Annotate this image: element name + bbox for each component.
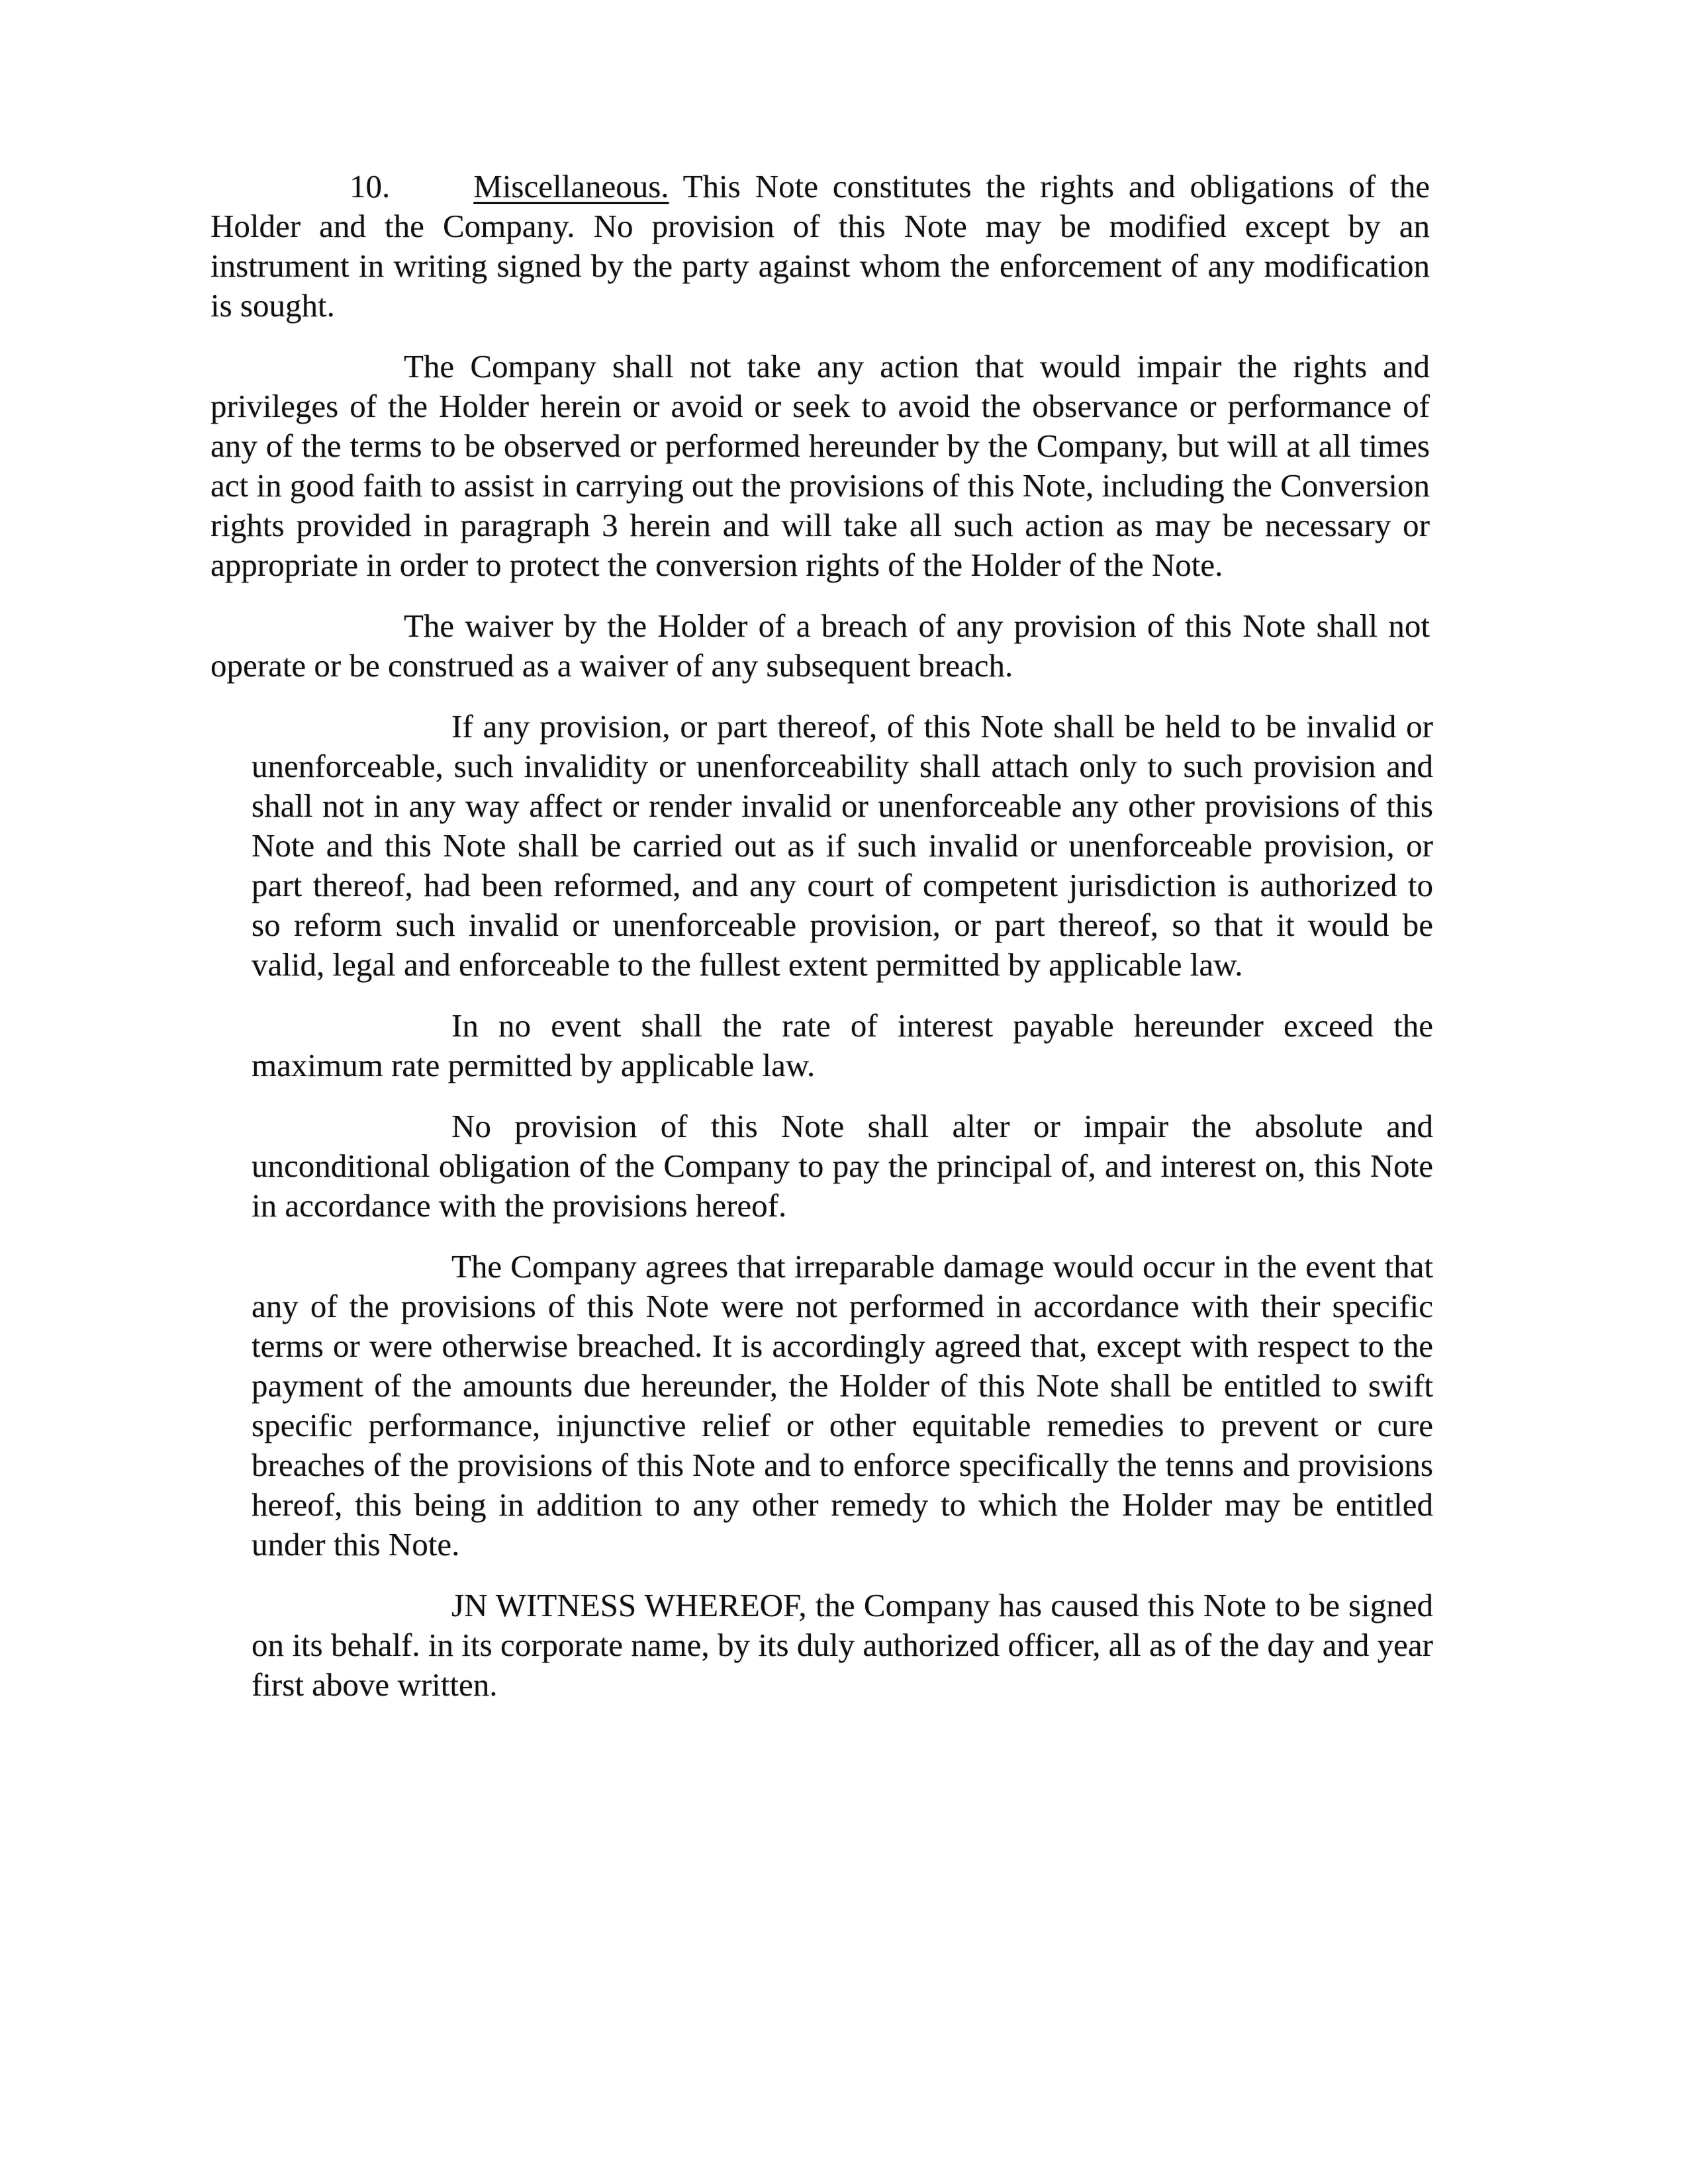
section-intro-text: This Note constitutes the rights and obligations of the Holder and the Company. No provision of this Note may be modified except by an instrument in writing signed by the party against whom the enforcement of any modification is sought. (211, 168, 1430, 324)
paragraph-waiver: The waiver by the Holder of a breach of any provision of this Note shall not operate or be construed as a waiver of any subsequent breach. (211, 608, 1430, 684)
paragraph-witness-whereof: JN WITNESS WHEREOF, the Company has caused this Note to be signed on its behalf. in its corporate name, by its duly authorized officer, all as of the day and year first above written. (252, 1587, 1433, 1703)
section-heading: Miscellaneous. (473, 168, 669, 205)
paragraph-max-interest-rate: In no event shall the rate of interest payable hereunder exceed the maximum rate permitted by applicable law. (252, 1007, 1433, 1083)
paragraph-company-no-impair: The Company shall not take any action that would impair the rights and privileges of the Holder herein or avoid or seek to avoid the observance or performance of any of the terms to be observed or performed hereunder by the Company, but will at all times act in good faith to assist in carrying out the provisions of this Note, including the Conversion rights provided in paragraph 3 herein and will take all such action as may be necessary or appropriate in order to protect the conversion rights of the Holder of the Note. (211, 348, 1430, 583)
paragraph-severability: If any provision, or part thereof, of this Note shall be held to be invalid or unenforceable, such invalidity or unenforceability shall attach only to such provision and shall not in any way affect or render invalid or unenforceable any other provisions of this Note and this Note shall be carried out as if such invalid or unenforceable provision, or part thereof, had been reformed, and any court of competent jurisdiction is authorized to so reform such invalid or unenforceable provision, or part thereof, so that it would be valid, legal and enforceable to the fullest extent permitted by applicable law. (252, 708, 1433, 983)
section-number: 10. (350, 168, 391, 205)
paragraph-irreparable-damage: The Company agrees that irreparable damage would occur in the event that any of the provisions of this Note were not performed in accordance with their specific terms or were otherwise breached. It is accordingly agreed that, except with respect to the payment of the amounts due hereunder, the Holder of this Note shall be entitled to swift specific performance, injunctive relief or other equitable remedies to prevent or cure breaches of the provisions of this Note and to enforce specifically the tenns and provisions hereof, this being in addition to any other remedy to which the Holder may be entitled under this Note. (252, 1248, 1433, 1563)
paragraph-unconditional-obligation: No provision of this Note shall alter or impair the absolute and unconditional obligation of the Company to pay the principal of, and interest on, this Note in accordance with the provisions hereof. (252, 1108, 1433, 1224)
section-10-paragraph (211, 167, 1430, 326)
